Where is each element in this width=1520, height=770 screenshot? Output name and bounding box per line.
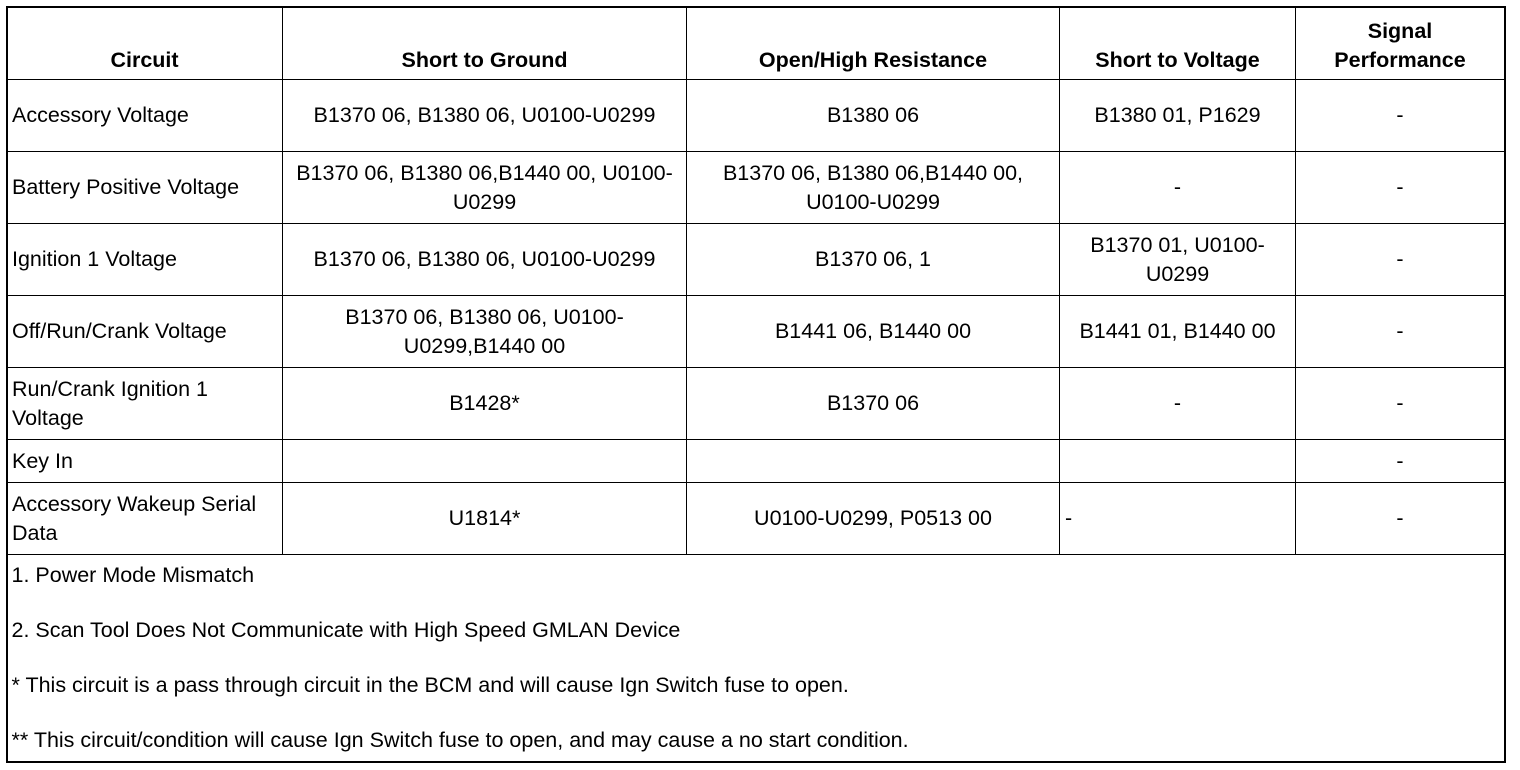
table-row	[7, 440, 1505, 483]
table-row	[7, 152, 1505, 224]
table-row	[7, 296, 1505, 368]
circuit-dtc-table	[6, 6, 1505, 755]
cell-circuit: Battery Positive Voltage	[7, 152, 283, 224]
table-header-row	[7, 7, 1505, 80]
cell-short-to-voltage: -	[1060, 152, 1296, 224]
table-row	[7, 483, 1505, 555]
table-row	[7, 224, 1505, 296]
cell-short-to-voltage: B1370 01, U0100-U0299	[1060, 224, 1296, 296]
header-short-to-voltage: Short to Voltage	[1060, 7, 1296, 80]
cell-circuit: Accessory Voltage	[7, 80, 283, 152]
cell-signal-performance: -	[1296, 368, 1505, 440]
cell-short-to-voltage: B1441 01, B1440 00	[1060, 296, 1296, 368]
note-pass-through: * This circuit is a pass through circuit in the BCM and will cause Ign Switch fuse to open.	[11, 673, 849, 697]
header-signal-performance: Signal Performance	[1296, 7, 1505, 80]
cell-circuit: Ignition 1 Voltage	[7, 224, 283, 296]
cell-circuit: Key In	[7, 440, 283, 483]
cell-short-to-voltage	[1060, 440, 1296, 483]
note-power-mode: 1. Power Mode Mismatch	[11, 563, 255, 587]
header-short-to-ground: Short to Ground	[283, 7, 687, 80]
note-scan-tool: 2. Scan Tool Does Not Communicate with High Speed GMLAN Device	[11, 618, 681, 642]
cell-signal-performance: -	[1296, 224, 1505, 296]
cell-circuit: Run/Crank Ignition 1 Voltage	[7, 368, 283, 440]
cell-open-high-resistance: U0100-U0299, P0513 00	[687, 483, 1060, 555]
cell-short-to-ground: B1370 06, B1380 06, U0100-U0299	[283, 80, 687, 152]
table-row	[7, 80, 1505, 152]
cell-open-high-resistance: B1370 06, B1380 06,B1440 00, U0100-U0299	[687, 152, 1060, 224]
header-open-high-resistance: Open/High Resistance	[687, 7, 1060, 80]
notes-cell	[7, 555, 1505, 756]
cell-circuit: Off/Run/Crank Voltage	[7, 296, 283, 368]
cell-signal-performance: -	[1296, 296, 1505, 368]
cell-short-to-ground: U1814*	[283, 483, 687, 555]
cell-open-high-resistance: B1370 06	[687, 368, 1060, 440]
cell-short-to-voltage: -	[1060, 368, 1296, 440]
cell-signal-performance: -	[1296, 440, 1505, 483]
cell-circuit: Accessory Wakeup Serial Data	[7, 483, 283, 555]
cell-short-to-ground: B1370 06, B1380 06, U0100-U0299,B1440 00	[283, 296, 687, 368]
cell-signal-performance: -	[1296, 483, 1505, 555]
cell-open-high-resistance: B1380 06	[687, 80, 1060, 152]
cell-open-high-resistance: B1441 06, B1440 00	[687, 296, 1060, 368]
cell-short-to-voltage: -	[1060, 483, 1296, 555]
note-no-start: ** This circuit/condition will cause Ign Switch fuse to open, and may cause a no start condition.	[11, 728, 909, 752]
notes-row	[7, 555, 1505, 756]
cell-open-high-resistance: B1370 06, 1	[687, 224, 1060, 296]
cell-signal-performance: -	[1296, 152, 1505, 224]
cell-short-to-ground: B1370 06, B1380 06, U0100-U0299	[283, 224, 687, 296]
cell-open-high-resistance	[687, 440, 1060, 483]
cell-short-to-ground: B1428*	[283, 368, 687, 440]
cell-short-to-ground: B1370 06, B1380 06,B1440 00, U0100-U0299	[283, 152, 687, 224]
header-circuit: Circuit	[7, 7, 283, 80]
cell-short-to-ground	[283, 440, 687, 483]
table-row	[7, 368, 1505, 440]
cell-short-to-voltage: B1380 01, P1629	[1060, 80, 1296, 152]
cell-signal-performance: -	[1296, 80, 1505, 152]
